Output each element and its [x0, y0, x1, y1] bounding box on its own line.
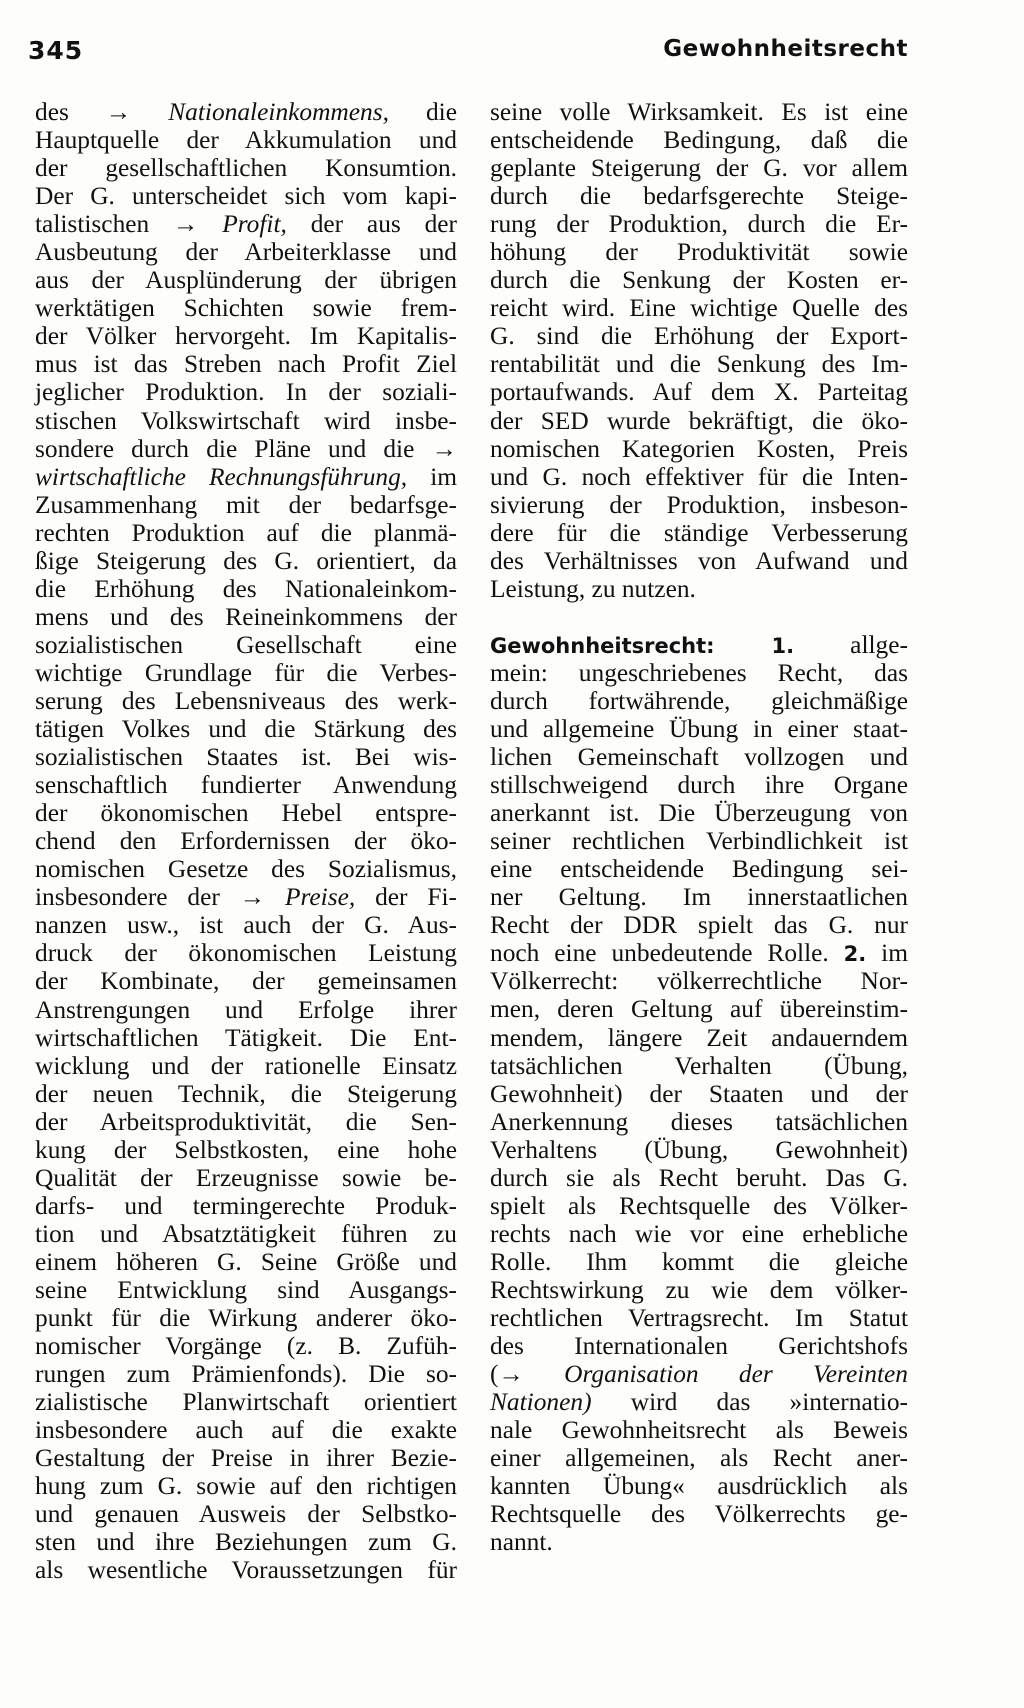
- text-segment: der Völker hervorgeht. Im Kapitalis-: [35, 322, 457, 351]
- text-segment: nanzen usw., ist auch der G. Aus-: [35, 911, 457, 940]
- text-line: [490, 463, 908, 491]
- text-line: [35, 1332, 457, 1360]
- text-segment: nale Gewohnheitsrecht als Beweis: [490, 1416, 908, 1445]
- text-line: [490, 322, 908, 350]
- text-line: [490, 1080, 908, 1108]
- text-segment: durch die bedarfsgerechte Steige-: [490, 182, 908, 211]
- text-segment: tatsächlichen Verhalten (Übung,: [490, 1051, 908, 1080]
- text-line: [490, 799, 908, 827]
- text-line: [35, 1136, 457, 1164]
- text-segment: einer allgemeinen, als Recht aner-: [490, 1444, 908, 1473]
- text-segment: senschaftlich fundierter Anwendung: [35, 771, 457, 800]
- text-line: [35, 182, 457, 210]
- text-segment: im: [407, 462, 457, 491]
- text-line: [490, 1024, 908, 1052]
- text-line: [490, 1276, 908, 1304]
- left-text-column: [35, 98, 457, 1584]
- text-segment: stischen Volkswirtschaft wird insbe-: [35, 406, 457, 435]
- text-line: [490, 883, 908, 911]
- text-segment: rechts nach wie vor eine erhebliche: [490, 1219, 908, 1248]
- text-line: [35, 1164, 457, 1192]
- text-segment: Gestaltung der Preise in ihrer Bezie-: [35, 1444, 457, 1473]
- text-segment: Anstrengungen und Erfolge ihrer: [35, 995, 457, 1024]
- paragraph-gap: [490, 603, 908, 631]
- text-segment: mens und des Reineinkommens der: [35, 602, 457, 631]
- text-segment: darfs- und termingerechte Produk-: [35, 1191, 457, 1220]
- bold-text: 2.: [843, 942, 867, 967]
- text-line: [35, 771, 457, 799]
- text-line: [35, 1080, 457, 1108]
- text-line: [490, 519, 908, 547]
- text-line: [35, 1388, 457, 1416]
- text-line: [35, 1304, 457, 1332]
- text-segment: im: [866, 939, 908, 968]
- text-segment: stillschweigend durch ihre Organe: [490, 771, 908, 800]
- text-line: [490, 547, 908, 575]
- text-line: [35, 238, 457, 266]
- text-line: [490, 1528, 908, 1556]
- text-segment: ner Geltung. Im innerstaatlichen: [490, 883, 908, 912]
- text-line: [490, 1304, 908, 1332]
- text-segment: Gewohnheit) der Staaten und der: [490, 1079, 908, 1108]
- text-line: [490, 1192, 908, 1220]
- text-segment: sten und ihre Beziehungen zum G.: [35, 1528, 457, 1557]
- text-line: [490, 911, 908, 939]
- text-segment: höhung der Produktivität sowie: [490, 238, 908, 267]
- text-segment: als wesentliche Voraussetzungen für: [35, 1556, 457, 1585]
- text-line: [35, 210, 457, 238]
- text-line: [490, 407, 908, 435]
- text-line: [490, 350, 908, 378]
- text-segment: rechtlichen Vertragsrecht. Im Statut: [490, 1303, 908, 1332]
- text-segment: Zusammenhang mit der bedarfsge-: [35, 490, 457, 519]
- text-segment: kannten Übung« ausdrücklich als: [490, 1472, 908, 1501]
- text-line: [35, 1220, 457, 1248]
- text-line: [35, 603, 457, 631]
- text-segment: noch eine unbedeutende Rolle.: [490, 939, 844, 968]
- text-segment: der aus der: [286, 210, 457, 239]
- text-segment: Rolle. Ihm kommt die gleiche: [490, 1247, 908, 1276]
- text-line: [490, 182, 908, 210]
- text-line: [490, 98, 908, 126]
- text-line: [35, 491, 457, 519]
- text-line: [35, 1500, 457, 1528]
- text-line: [35, 883, 457, 911]
- text-line: [490, 154, 908, 182]
- text-segment: nannt.: [490, 1528, 553, 1557]
- text-line: [35, 1052, 457, 1080]
- text-line: [35, 1556, 457, 1584]
- text-segment: der Fi-: [355, 883, 457, 912]
- text-segment: spielt als Rechtsquelle des Völker-: [490, 1191, 908, 1220]
- text-line: [35, 967, 457, 995]
- text-segment: Ausbeutung der Arbeiterklasse und: [35, 238, 457, 267]
- text-segment: die: [388, 98, 457, 126]
- text-line: [35, 1192, 457, 1220]
- text-line: [35, 939, 457, 967]
- text-segment: nomischen Gesetze des Sozialismus,: [35, 855, 457, 884]
- text-segment: die Erhöhung des Nationaleinkom-: [35, 574, 457, 603]
- text-segment: zialistische Planwirtschaft orientiert: [35, 1388, 457, 1417]
- text-line: [35, 266, 457, 294]
- text-line: [35, 996, 457, 1024]
- text-line: [35, 435, 457, 463]
- text-line: [490, 210, 908, 238]
- text-line: [35, 322, 457, 350]
- text-segment: seine volle Wirksamkeit. Es ist eine: [490, 98, 908, 126]
- text-line: [490, 771, 908, 799]
- text-line: [35, 1444, 457, 1472]
- text-segment: mus ist das Streben nach Profit Ziel: [35, 350, 457, 379]
- text-segment: entscheidende Bedingung, daß die: [490, 126, 908, 155]
- text-segment: hung zum G. sowie auf den richtigen: [35, 1472, 457, 1501]
- text-line: [35, 1108, 457, 1136]
- text-segment: durch fortwährende, gleichmäßige: [490, 686, 908, 715]
- text-line: [490, 1136, 908, 1164]
- text-line: [490, 1444, 908, 1472]
- text-line: [490, 1108, 908, 1136]
- text-line: [35, 294, 457, 322]
- text-line: [35, 659, 457, 687]
- text-segment: der SED wurde bekräftigt, die öko-: [490, 406, 908, 435]
- text-line: [490, 1052, 908, 1080]
- text-segment: nomischen Kategorien Kosten, Preis: [490, 434, 908, 463]
- text-segment: lichen Gemeinschaft vollzogen und: [490, 743, 908, 772]
- text-segment: tion und Absatztätigkeit führen zu: [35, 1219, 457, 1248]
- text-segment: allge-: [794, 630, 908, 659]
- text-segment: aus der Ausplünderung der übrigen: [35, 266, 457, 295]
- text-line: [35, 1360, 457, 1388]
- page-number: 345: [28, 36, 84, 65]
- text-segment: Rechtsquelle des Völkerrechts ge-: [490, 1500, 908, 1529]
- text-line: [35, 799, 457, 827]
- text-segment: Leistung, zu nutzen.: [490, 574, 696, 603]
- text-segment: und allgemeine Übung in einer staat-: [490, 714, 908, 743]
- text-segment: des Verhältnisses von Aufwand und: [490, 546, 908, 575]
- text-line: [490, 631, 908, 659]
- text-segment: durch sie als Recht beruht. Das G.: [490, 1163, 908, 1192]
- text-segment: tätigen Volkes und die Stärkung des: [35, 715, 457, 744]
- text-segment: der gesellschaftlichen Konsumtion.: [35, 154, 457, 183]
- text-line: [35, 855, 457, 883]
- paragraph-continuation: [490, 98, 908, 603]
- text-line: [35, 378, 457, 406]
- text-segment: mein: ungeschriebenes Recht, das: [490, 658, 908, 687]
- text-line: [35, 1024, 457, 1052]
- text-segment: insbesondere der →: [35, 883, 285, 912]
- text-segment: wird das »internatio-: [591, 1388, 908, 1417]
- text-line: [35, 743, 457, 771]
- text-segment: der ökonomischen Hebel entspre-: [35, 799, 457, 828]
- text-segment: seine Entwicklung sind Ausgangs-: [35, 1275, 457, 1304]
- text-segment: druck der ökonomischen Leistung: [35, 939, 457, 968]
- text-line: [35, 350, 457, 378]
- text-line: [490, 266, 908, 294]
- text-line: [35, 575, 457, 603]
- text-segment: rungen zum Prämienfonds). Die so-: [35, 1360, 457, 1389]
- italic-text: Nationen): [490, 1388, 592, 1417]
- text-line: [35, 1528, 457, 1556]
- text-line: [490, 939, 908, 967]
- text-segment: und genauen Ausweis der Selbstko-: [35, 1500, 457, 1529]
- text-line: [490, 995, 908, 1023]
- text-segment: mendem, längere Zeit andauerndem: [490, 1023, 908, 1052]
- text-segment: rechten Produktion auf die planmä-: [35, 518, 457, 547]
- italic-text: wirtschaftliche Rechnungsführung,: [35, 462, 408, 491]
- text-segment: ßige Steigerung des G. orientiert, da: [35, 546, 457, 575]
- text-segment: Hauptquelle der Akkumulation und: [35, 126, 457, 155]
- text-line: [35, 154, 457, 182]
- text-line: [35, 519, 457, 547]
- text-segment: und G. noch effektiver für die Inten-: [490, 462, 908, 491]
- text-line: [490, 238, 908, 266]
- text-line: [490, 715, 908, 743]
- text-line: [490, 1220, 908, 1248]
- text-segment: sivierung der Produktion, insbeson-: [490, 490, 908, 519]
- text-line: [490, 827, 908, 855]
- text-line: [35, 1472, 457, 1500]
- text-line: [490, 1248, 908, 1276]
- text-line: [35, 631, 457, 659]
- text-segment: des →: [35, 98, 169, 126]
- text-segment: kung der Selbstkosten, eine hohe: [35, 1135, 457, 1164]
- text-line: [35, 98, 457, 126]
- text-segment: insbesondere auch auf die exakte: [35, 1416, 457, 1445]
- text-line: [490, 743, 908, 771]
- text-segment: serung des Lebensniveaus des werk-: [35, 686, 457, 715]
- running-head-title: Gewohnheitsrecht: [663, 36, 908, 62]
- text-segment: Recht der DDR spielt das G. nur: [490, 911, 908, 940]
- italic-text: Preise,: [284, 883, 356, 912]
- text-segment: der Arbeitsproduktivität, die Sen-: [35, 1107, 457, 1136]
- text-line: [35, 407, 457, 435]
- text-line: [490, 687, 908, 715]
- text-line: [490, 1416, 908, 1444]
- text-segment: sozialistischen Staates ist. Bei wis-: [35, 743, 457, 772]
- text-line: [490, 491, 908, 519]
- text-segment: Der G. unterscheidet sich vom kapi-: [35, 182, 457, 211]
- text-segment: Qualität der Erzeugnisse sowie be-: [35, 1163, 457, 1192]
- text-segment: des Internationalen Gerichtshofs: [490, 1332, 908, 1361]
- text-segment: eine entscheidende Bedingung sei-: [490, 855, 908, 884]
- text-segment: durch die Senkung der Kosten er-: [490, 266, 908, 295]
- text-segment: chend den Erfordernissen der öko-: [35, 827, 457, 856]
- text-line: [490, 967, 908, 995]
- text-line: [35, 1276, 457, 1304]
- text-line: [490, 1360, 908, 1388]
- text-line: [490, 1164, 908, 1192]
- text-line: [490, 1472, 908, 1500]
- text-line: [35, 687, 457, 715]
- text-segment: der Kombinate, der gemeinsamen: [35, 967, 457, 996]
- text-line: [490, 1332, 908, 1360]
- text-line: [35, 715, 457, 743]
- text-line: [490, 435, 908, 463]
- bold-text: Gewohnheitsrecht: 1.: [490, 633, 795, 658]
- text-line: [35, 547, 457, 575]
- text-segment: talistischen →: [35, 210, 223, 239]
- text-segment: jeglicher Produktion. In der soziali-: [35, 378, 457, 407]
- text-segment: rung der Produktion, durch die Er-: [490, 210, 908, 239]
- text-segment: der neuen Technik, die Steigerung: [35, 1079, 457, 1108]
- text-line: [490, 575, 908, 603]
- text-segment: werktätigen Schichten sowie frem-: [35, 294, 457, 323]
- text-line: [35, 463, 457, 491]
- text-segment: wichtige Grundlage für die Verbes-: [35, 658, 457, 687]
- text-line: [490, 1500, 908, 1528]
- text-segment: Völkerrecht: völkerrechtliche Nor-: [490, 967, 908, 996]
- right-text-column: [490, 98, 908, 1556]
- text-segment: nomischer Vorgänge (z. B. Zufüh-: [35, 1332, 457, 1361]
- text-segment: wirtschaftlichen Tätigkeit. Die Ent-: [35, 1023, 457, 1052]
- text-line: [490, 1388, 908, 1416]
- text-segment: Rechtswirkung zu wie dem völker-: [490, 1275, 908, 1304]
- text-line: [490, 294, 908, 322]
- text-segment: rentabilität und die Senkung des Im-: [490, 350, 908, 379]
- text-segment: (→: [490, 1360, 565, 1389]
- text-segment: sondere durch die Pläne und die →: [35, 434, 457, 463]
- text-line: [35, 1248, 457, 1276]
- text-segment: reicht wird. Eine wichtige Quelle des: [490, 294, 908, 323]
- text-segment: einem höheren G. Seine Größe und: [35, 1247, 457, 1276]
- text-line: [35, 911, 457, 939]
- text-segment: Verhaltens (Übung, Gewohnheit): [490, 1135, 908, 1164]
- text-line: [35, 827, 457, 855]
- italic-text: Organisation der Vereinten: [564, 1360, 908, 1389]
- text-segment: sozialistischen Gesellschaft eine: [35, 630, 457, 659]
- italic-text: Nationaleinkommens,: [168, 98, 389, 126]
- text-segment: wicklung und der rationelle Einsatz: [35, 1051, 457, 1080]
- text-line: [35, 1416, 457, 1444]
- text-line: [490, 126, 908, 154]
- text-segment: dere für die ständige Verbesserung: [490, 518, 908, 547]
- italic-text: Profit,: [222, 210, 287, 239]
- text-segment: geplante Steigerung der G. vor allem: [490, 154, 908, 183]
- text-line: [490, 378, 908, 406]
- text-segment: anerkannt ist. Die Überzeugung von: [490, 799, 908, 828]
- text-segment: punkt für die Wirkung anderer öko-: [35, 1304, 457, 1333]
- text-line: [490, 659, 908, 687]
- text-segment: Anerkennung dieses tatsächlichen: [490, 1107, 908, 1136]
- text-line: [490, 855, 908, 883]
- text-segment: men, deren Geltung auf übereinstim-: [490, 995, 908, 1024]
- text-segment: G. sind die Erhöhung der Export-: [490, 322, 908, 351]
- text-segment: portaufwands. Auf dem X. Parteitag: [490, 378, 908, 407]
- entry-gewohnheitsrecht: [490, 631, 908, 1557]
- text-segment: seiner rechtlichen Verbindlichkeit ist: [490, 827, 908, 856]
- text-line: [35, 126, 457, 154]
